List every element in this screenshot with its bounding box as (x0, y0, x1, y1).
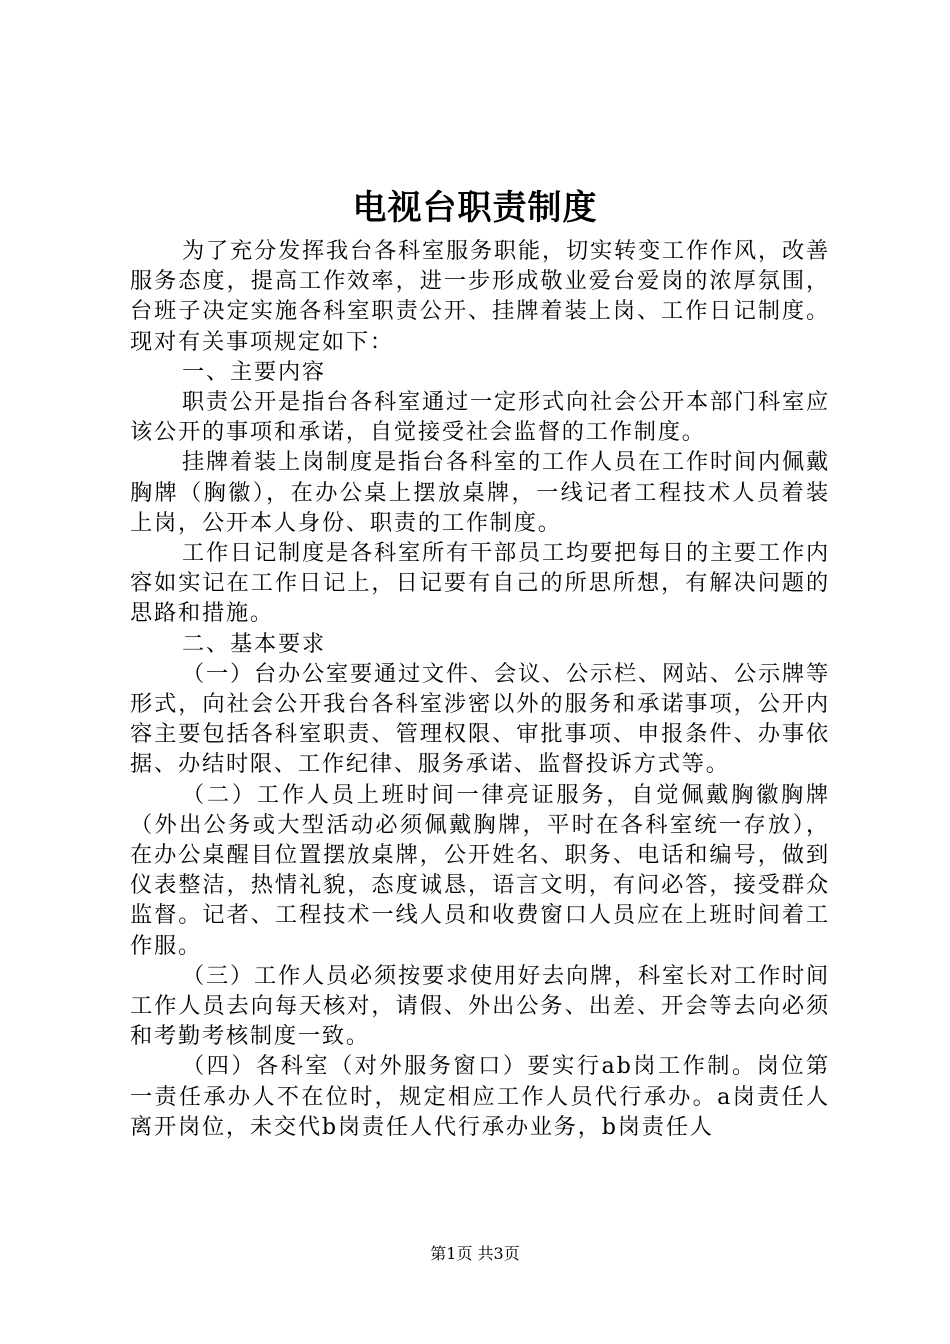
paragraph-work-diary: 工作日记制度是各科室所有干部员工均要把每日的主要工作内容如实记在工作日记上，日记要有自己的所思所想，有解决问题的思路和措施。 (130, 540, 830, 627)
document-body (130, 236, 830, 1142)
paragraph-requirement-4: （四）各科室（对外服务窗口）要实行ab岗工作制。岗位第一责任承办人不在位时，规定相应工作人员代行承办。a岗责任人离开岗位，未交代b岗责任人代行承办业务，b岗责任人 (130, 1053, 830, 1140)
paragraph-requirement-2: （二）工作人员上班时间一律亮证服务，自觉佩戴胸徽胸牌（外出公务或大型活动必须佩戴胸牌，平时在各科室统一存放），在办公桌醒目位置摆放桌牌，公开姓名、职务、电话和编号，做到仪表整洁，热情礼貌，态度诚恳，语言文明，有问必答，接受群众监督。记者、工程技术一线人员和收费窗口人员应在上班时间着工作服。 (130, 781, 830, 959)
paragraph-intro: 为了充分发挥我台各科室服务职能，切实转变工作作风，改善服务态度，提高工作效率，进一步形成敬业爱台爱岗的浓厚氛围，台班子决定实施各科室职责公开、挂牌着装上岗、工作日记制度。现对有关事项规定如下： (130, 238, 830, 355)
paragraph-requirement-1: （一）台办公室要通过文件、会议、公示栏、网站、公示牌等形式，向社会公开我台各科室涉密以外的服务和承诺事项，公开内容主要包括各科室职责、管理权限、审批事项、申报条件、办事依据、办结时限、工作纪律、服务承诺、监督投诉方式等。 (130, 660, 830, 778)
paragraph-requirement-3: （三）工作人员必须按要求使用好去向牌，科室长对工作时间工作人员去向每天核对，请假、外出公务、出差、开会等去向必须和考勤考核制度一致。 (130, 962, 830, 1050)
section-heading-main-content: 一、主要内容 (182, 358, 326, 385)
page-footer: 第1页 共3页 (430, 1244, 520, 1263)
section-heading-basic-requirements: 二、基本要求 (182, 630, 326, 657)
paragraph-badge-uniform: 挂牌着装上岗制度是指台各科室的工作人员在工作时间内佩戴胸牌（胸徽），在办公桌上摆放桌牌，一线记者工程技术人员着装上岗，公开本人身份、职责的工作制度。 (130, 449, 830, 536)
paragraph-duty-disclosure: 职责公开是指台各科室通过一定形式向社会公开本部门科室应该公开的事项和承诺，自觉接受社会监督的工作制度。 (130, 389, 830, 446)
document-title: 电视台职责制度 (352, 188, 598, 228)
